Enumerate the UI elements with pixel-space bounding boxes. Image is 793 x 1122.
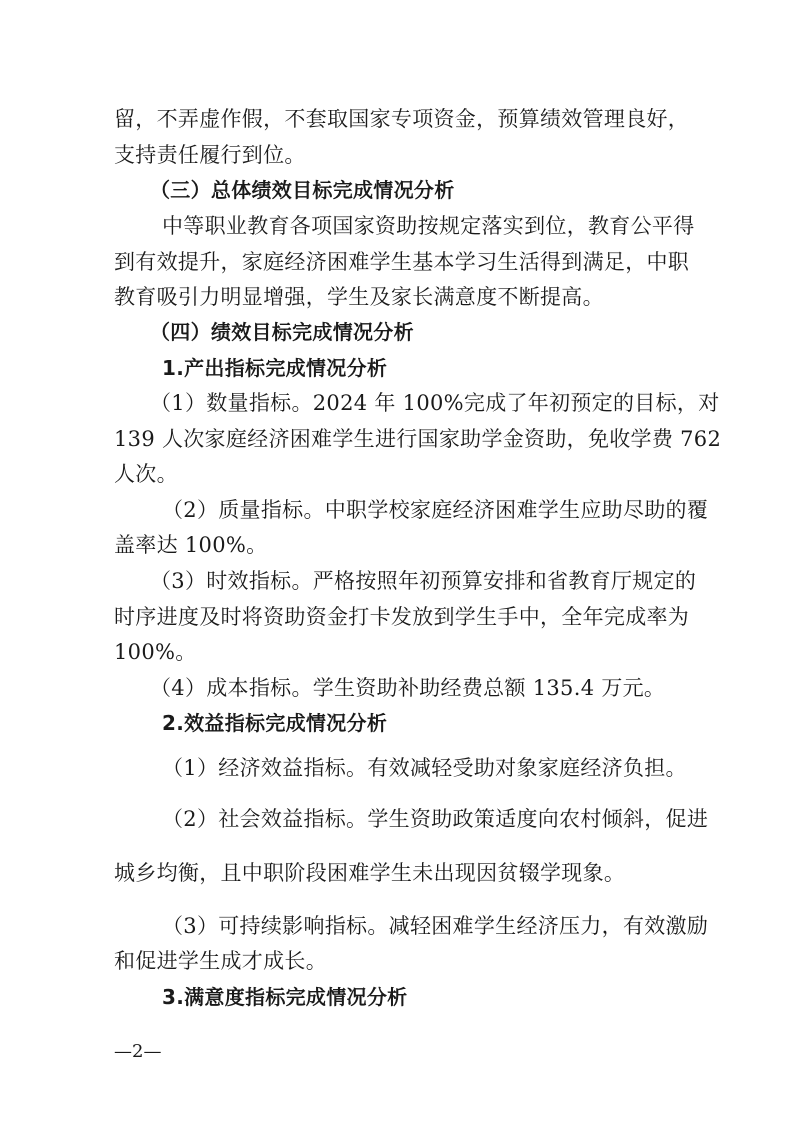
body-text-line: 时序进度及时将资助资金打卡发放到学生手中，全年完成率为: [114, 605, 690, 629]
section-heading: （三）总体绩效目标完成情况分析: [150, 178, 455, 202]
body-text-line: 139 人次家庭经济困难学生进行国家助学金资助，免收学费 762: [114, 427, 722, 451]
body-text-line: 到有效提升，家庭经济困难学生基本学习生活得到满足，中职: [114, 250, 690, 274]
body-text-line: （2）社会效益指标。学生资助政策适度向农村倾斜，促进: [162, 807, 709, 831]
body-text-line: 中等职业教育各项国家资助按规定落实到位，教育公平得: [162, 214, 695, 238]
page-number: —2—: [114, 1041, 162, 1062]
body-text-line: （3）时效指标。严格按照年初预算安排和省教育厅规定的: [150, 569, 697, 593]
section-heading: （四）绩效目标完成情况分析: [150, 320, 414, 344]
body-text-line: 城乡均衡，且中职阶段困难学生未出现因贫辍学现象。: [114, 861, 626, 885]
body-text-line: 100%。: [114, 640, 197, 664]
body-text-line: （1）经济效益指标。有效减轻受助对象家庭经济负担。: [162, 756, 687, 780]
body-text-line: （3）可持续影响指标。减轻困难学生经济压力，有效激励: [162, 914, 709, 938]
body-text-line: （2）质量指标。中职学校家庭经济困难学生应助尽助的覆: [162, 498, 709, 522]
body-text-line: （1）数量指标。2024 年 100%完成了年初预定的目标，对: [150, 391, 720, 415]
body-text-line: 盖率达 100%。: [114, 533, 268, 557]
body-text-line: 支持责任履行到位。: [114, 143, 306, 167]
subsection-heading: 1.产出指标完成情况分析: [162, 356, 388, 380]
body-text-line: 教育吸引力明显增强，学生及家长满意度不断提高。: [114, 285, 604, 309]
body-text-line: （4）成本指标。学生资助补助经费总额 135.4 万元。: [150, 676, 666, 700]
body-text-line: 和促进学生成才成长。: [114, 949, 327, 973]
body-text-line: 人次。: [114, 462, 178, 486]
subsection-heading: 2.效益指标完成情况分析: [162, 711, 388, 735]
subsection-heading: 3.满意度指标完成情况分析: [162, 985, 408, 1009]
body-text-line: 留，不弄虚作假，不套取国家专项资金，预算绩效管理良好，: [114, 107, 690, 131]
